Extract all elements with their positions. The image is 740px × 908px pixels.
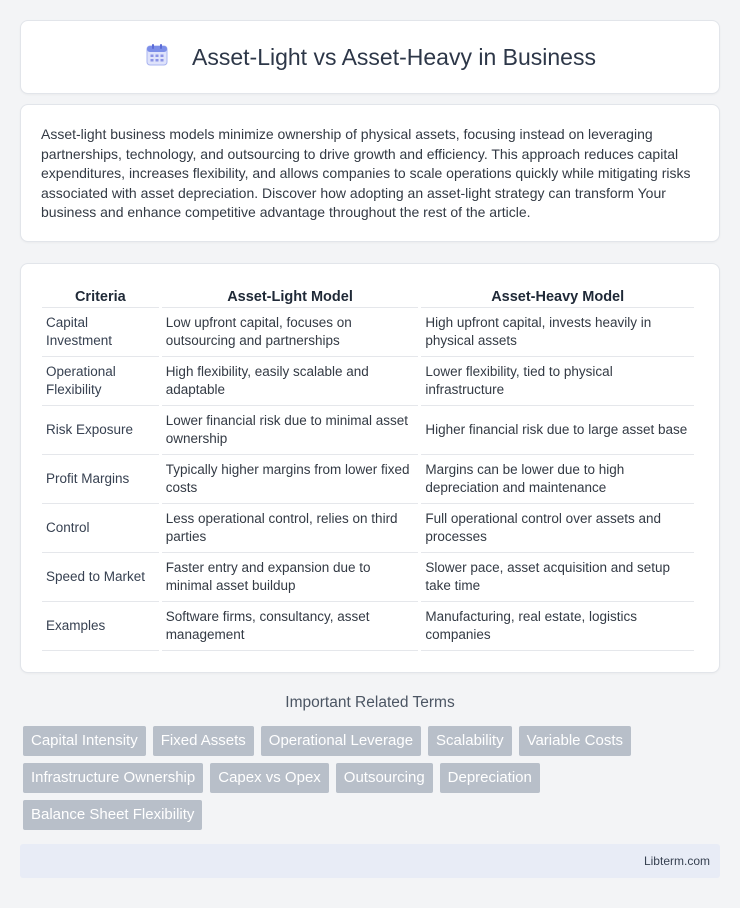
calendar-icon (144, 42, 170, 73)
asset-heavy-cell: Higher financial risk due to large asset base (421, 406, 694, 455)
asset-heavy-cell: Full operational control over assets and processes (421, 504, 694, 553)
table-row (42, 357, 694, 406)
tag-fixed-assets[interactable]: Fixed Assets (153, 726, 254, 756)
asset-light-cell: Typically higher margins from lower fixed costs (162, 455, 419, 504)
asset-heavy-cell: Margins can be lower due to high depreciation and maintenance (421, 455, 694, 504)
tag-capex-vs-opex[interactable]: Capex vs Opex (210, 763, 329, 793)
asset-heavy-cell: Slower pace, asset acquisition and setup take time (421, 553, 694, 602)
comparison-card (20, 263, 720, 673)
table-row (42, 406, 694, 455)
table-row (42, 308, 694, 357)
tag-variable-costs[interactable]: Variable Costs (519, 726, 631, 756)
header-criteria: Criteria (42, 284, 159, 308)
asset-light-cell: Lower financial risk due to minimal asset ownership (162, 406, 419, 455)
table-row (42, 504, 694, 553)
intro-text: Asset-light business models minimize ownership of physical assets, focusing instead on leveraging partnerships, technology, and outsourcing to drive growth and efficiency. This approach reduces capital expenditures, increases flexibility, and allows companies to scale operations quickly while mitigating risks associated with asset depreciation. Discover how adopting an asset-light strategy can transform Your business and enhance competitive advantage throughout the rest of the article. (41, 126, 691, 220)
asset-heavy-cell: High upfront capital, invests heavily in physical assets (421, 308, 694, 357)
page-title: Asset-Light vs Asset-Heavy in Business (192, 43, 596, 70)
asset-light-cell: Software firms, consultancy, asset management (162, 602, 419, 651)
intro-card (20, 104, 720, 242)
related-terms-tags (23, 726, 723, 830)
footer (20, 844, 720, 878)
criteria-cell: Risk Exposure (42, 406, 159, 455)
header-asset-heavy: Asset-Heavy Model (421, 284, 694, 308)
criteria-cell: Operational Flexibility (42, 357, 159, 406)
criteria-cell: Examples (42, 602, 159, 651)
related-terms-title: Important Related Terms (285, 694, 455, 711)
table-row (42, 602, 694, 651)
tag-infrastructure-ownership[interactable]: Infrastructure Ownership (23, 763, 203, 793)
asset-light-cell: Less operational control, relies on third parties (162, 504, 419, 553)
header-card (20, 20, 720, 94)
asset-heavy-cell: Lower flexibility, tied to physical infrastructure (421, 357, 694, 406)
tag-scalability[interactable]: Scalability (428, 726, 512, 756)
table-row (42, 455, 694, 504)
asset-light-cell: High flexibility, easily scalable and adaptable (162, 357, 419, 406)
criteria-cell: Speed to Market (42, 553, 159, 602)
asset-light-cell: Low upfront capital, focuses on outsourcing and partnerships (162, 308, 419, 357)
tag-capital-intensity[interactable]: Capital Intensity (23, 726, 146, 756)
table-header-row (42, 284, 694, 308)
footer-site-link[interactable]: Libterm.com (643, 854, 710, 868)
criteria-cell: Profit Margins (42, 455, 159, 504)
header-asset-light: Asset-Light Model (162, 284, 419, 308)
tag-depreciation[interactable]: Depreciation (440, 763, 540, 793)
tag-outsourcing[interactable]: Outsourcing (336, 763, 433, 793)
tag-operational-leverage[interactable]: Operational Leverage (261, 726, 421, 756)
criteria-cell: Control (42, 504, 159, 553)
tag-balance-sheet-flexibility[interactable]: Balance Sheet Flexibility (23, 800, 202, 830)
comparison-table (39, 284, 697, 651)
asset-heavy-cell: Manufacturing, real estate, logistics companies (421, 602, 694, 651)
asset-light-cell: Faster entry and expansion due to minimal asset buildup (162, 553, 419, 602)
criteria-cell: Capital Investment (42, 308, 159, 357)
table-row (42, 553, 694, 602)
